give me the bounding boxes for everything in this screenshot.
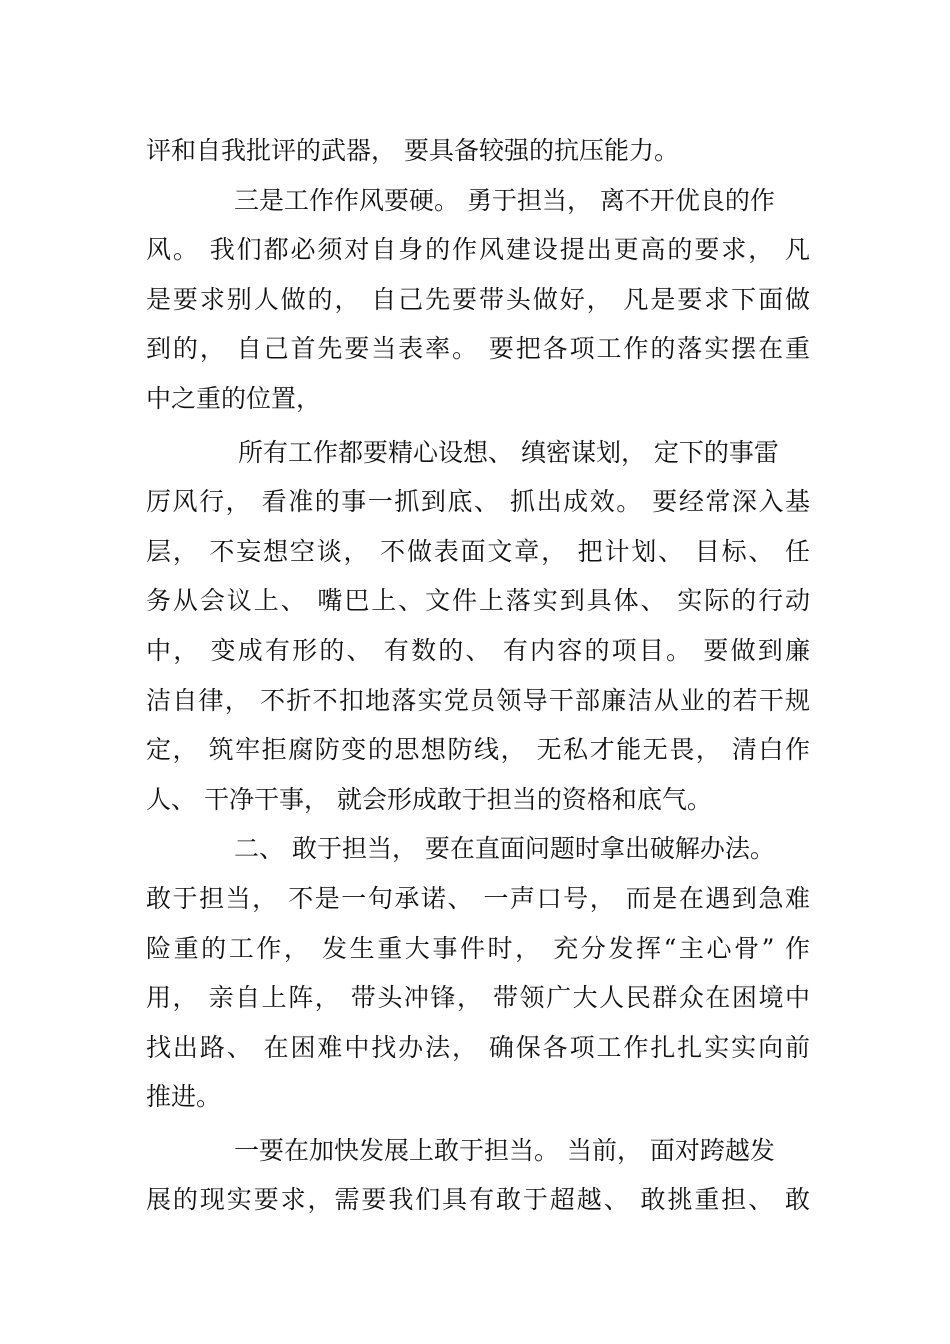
text-line: 用， 亲自上阵， 带头冲锋， 带领广大人民群众在困境中 <box>146 983 810 1013</box>
text-line: 风。 我们都必须对自身的作风建设提出更高的要求， 凡 <box>146 235 810 265</box>
paragraph-start-line: 三是工作作风要硬。 勇于担当， 离不开优良的作 <box>234 185 775 215</box>
paragraph-start-line: 所有工作都要精心设想、 缜密谋划， 定下的事雷 <box>238 437 779 467</box>
text-line: 厉风行， 看准的事一抓到底、 抓出成效。 要经常深入基 <box>146 487 810 517</box>
text-line: 洁自律， 不折不扣地落实党员领导干部廉洁从业的若干规 <box>146 685 810 715</box>
text-line: 找出路、 在困难中找办法， 确保各项工作扎扎实实向前 <box>146 1032 810 1062</box>
text-line: 评和自我批评的武器， 要具备较强的抗压能力。 <box>146 136 679 165</box>
paragraph-start-line: 一要在加快发展上敢于担当。 当前， 面对跨越发 <box>234 1135 775 1165</box>
text-line: 中， 变成有形的、 有数的、 有内容的项目。 要做到廉 <box>146 635 810 665</box>
text-line: 推进。 <box>146 1082 222 1112</box>
text-line: 是要求别人做的， 自己先要带头做好， 凡是要求下面做 <box>146 284 810 314</box>
text-line: 展的现实要求，需要我们具有敢于超越、 敢挑重担、 敢 <box>146 1185 810 1215</box>
document-body <box>146 126 810 1225</box>
text-line: 险重的工作， 发生重大事件时， 充分发挥“主心骨” 作 <box>146 933 810 963</box>
section-heading-line: 二、 敢于担当， 要在直面问题时拿出破解办法。 <box>234 834 775 864</box>
text-line: 层， 不妄想空谈， 不做表面文章， 把计划、 目标、 任 <box>146 536 810 566</box>
text-line: 人、 干净干事， 就会形成敢于担当的资格和底气。 <box>146 784 712 814</box>
text-line: 定， 筑牢拒腐防变的思想防线， 无私才能无畏， 清白作 <box>146 735 810 765</box>
text-line: 到的， 自己首先要当表率。 要把各项工作的落实摆在重 <box>146 334 810 364</box>
text-line: 敢于担当， 不是一句承诺、 一声口号， 而是在遇到急难 <box>146 883 810 913</box>
text-line: 中之重的位置， <box>146 383 322 413</box>
text-line: 务从会议上、 嘴巴上、文件上落实到具体、 实际的行动 <box>146 586 810 616</box>
